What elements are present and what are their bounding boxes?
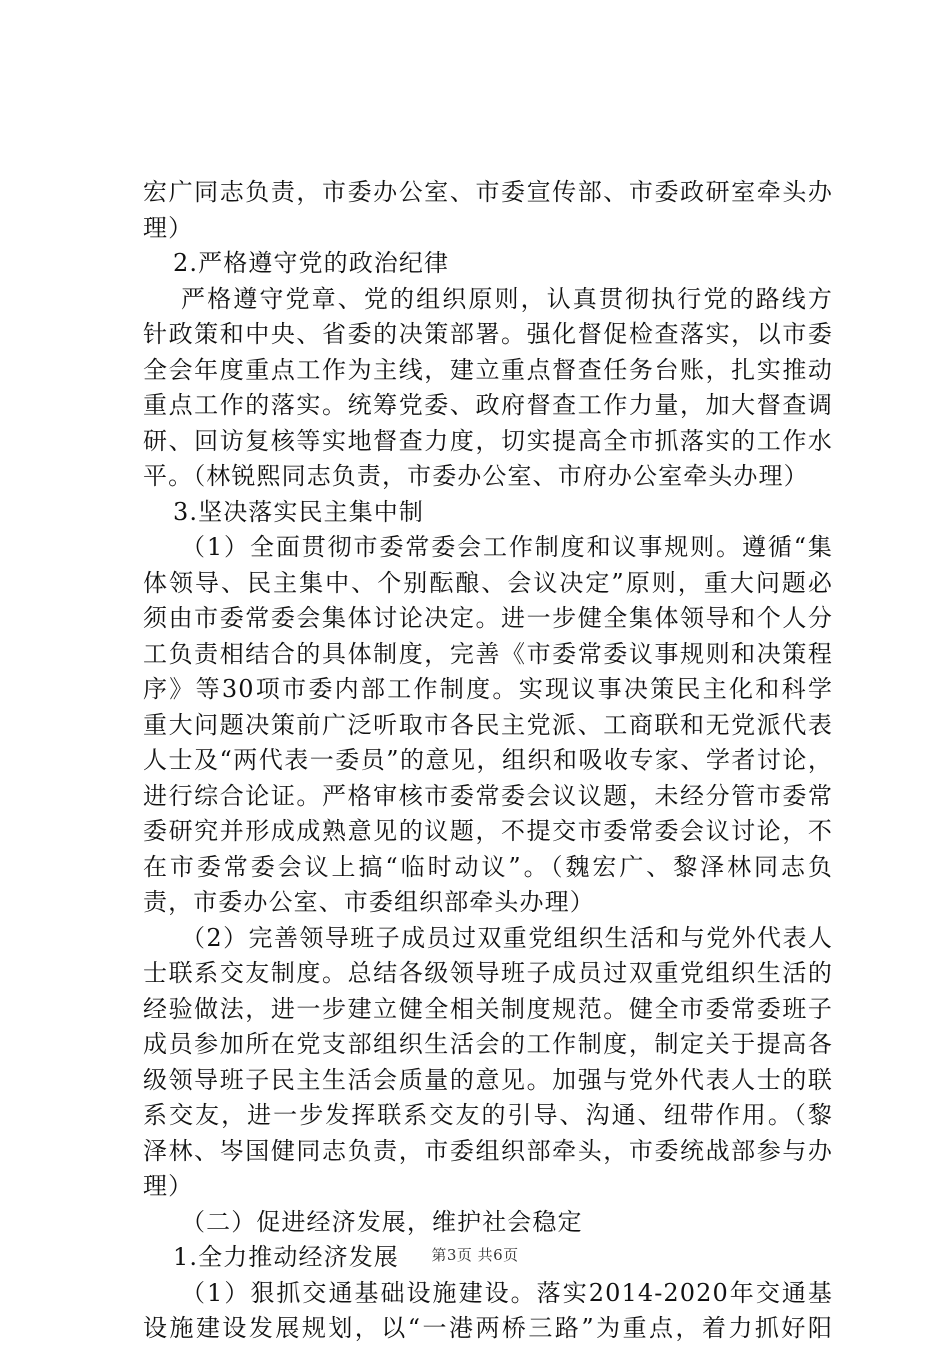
page-number-footer: 第3页 共6页: [431, 1246, 519, 1264]
text-line: 工负责相结合的具体制度，完善《市委常委议事规则和决策程: [143, 639, 833, 668]
text-line: 理）: [143, 213, 194, 242]
text-line: 针政策和中央、省委的决策部署。强化督促检查落实，以市委: [143, 320, 833, 348]
section-heading: （二）促进经济发展，维护社会稳定: [181, 1207, 583, 1236]
section-heading: 1.全力推动经济发展: [173, 1243, 399, 1271]
paragraph-first-line: （2）完善领导班子成员过双重党组织生活和与党外代表人: [181, 923, 833, 952]
text-line: 重点工作的落实。统筹党委、政府督查工作力量，加大督查调: [143, 391, 833, 419]
text-line: 理）: [143, 1172, 194, 1200]
text-line: 士联系交友制度。总结各级领导班子成员过双重党组织生活的: [143, 959, 833, 987]
text-line: 在市委常委会议上搞“临时动议”。（魏宏广、黎泽林同志负: [143, 852, 833, 881]
text-line: 人士及“两代表一委员”的意见，组织和吸收专家、学者讨论，: [143, 746, 833, 774]
text-line: 责，市委办公室、市委组织部牵头办理）: [143, 888, 595, 916]
text-line: 平。（林锐熙同志负责，市委办公室、市府办公室牵头办理）: [143, 462, 809, 490]
section-heading: 3.坚决落实民主集中制: [173, 497, 424, 526]
text-line: 级领导班子民主生活会质量的意见。加强与党外代表人士的联: [143, 1065, 833, 1094]
section-heading: 2.严格遵守党的政治纪律: [173, 249, 450, 277]
text-line: 重大问题决策前广泛听取市各民主党派、工商联和无党派代表: [143, 710, 833, 739]
text-line: 成员参加所在党支部组织生活会的工作制度，制定关于提高各: [143, 1030, 833, 1058]
text-line: 序》等30项市委内部工作制度。实现议事决策民主化和科学: [143, 675, 833, 703]
text-line: 委研究并形成成熟意见的议题，不提交市委常委会议讨论，不: [143, 817, 833, 845]
text-line: 体领导、民主集中、个别酝酿、会议决定”原则，重大问题必: [143, 568, 833, 597]
text-line: 泽林、岑国健同志负责，市委组织部牵头，市委统战部参与办: [143, 1136, 833, 1165]
paragraph-first-line: （1）狠抓交通基础设施建设。落实2014-2020年交通基: [181, 1278, 833, 1307]
text-line: 宏广同志负责，市委办公室、市委宣传部、市委政研室牵头办: [143, 178, 833, 206]
text-line: 系交友，进一步发挥联系交友的引导、沟通、纽带作用。（黎: [143, 1101, 833, 1129]
text-line: 研、回访复核等实地督查力度，切实提高全市抓落实的工作水: [143, 426, 833, 455]
paragraph-first-line: 严格遵守党章、党的组织原则，认真贯彻执行党的路线方: [181, 284, 833, 313]
paragraph-first-line: （1）全面贯彻市委常委会工作制度和议事规则。遵循“集: [181, 533, 833, 561]
document-body: [143, 175, 833, 1347]
text-line: 经验做法，进一步建立健全相关制度规范。健全市委常委班子: [143, 994, 833, 1023]
text-line: 全会年度重点工作为主线，建立重点督查任务台账，扎实推动: [143, 355, 833, 384]
text-line: 进行综合论证。严格审核市委常委会议议题，未经分管市委常: [143, 781, 833, 810]
text-line: 设施建设发展规划，以“一港两桥三路”为重点，着力抓好阳: [143, 1314, 833, 1342]
text-line: 须由市委常委会集体讨论决定。进一步健全集体领导和个人分: [143, 604, 833, 632]
